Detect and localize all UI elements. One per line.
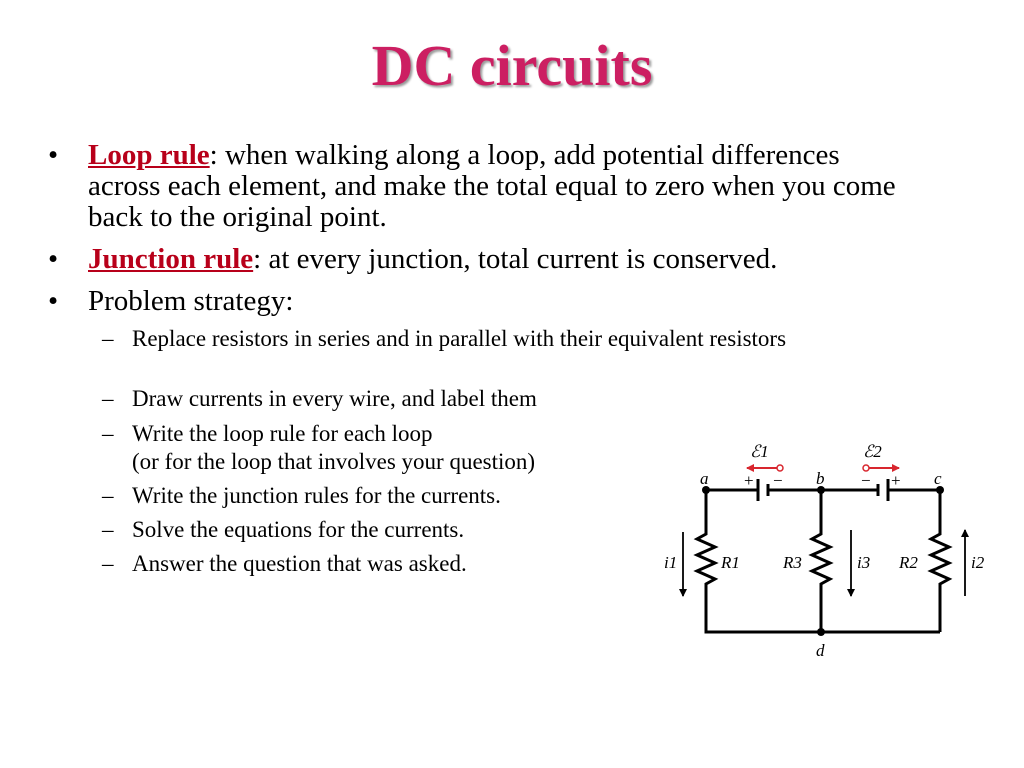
strategy-text: Answer the question that was asked.: [132, 551, 467, 576]
loop-rule-term: Loop rule: [88, 139, 210, 171]
i2-label: i2: [971, 553, 985, 572]
strategy-text: Replace resistors in series and in parallel with their equivalent resistors: [132, 326, 787, 351]
strategy-text: (or for the loop that involves your question): [132, 449, 536, 474]
battery1-minus-label: −: [773, 471, 783, 490]
node-a-label: a: [700, 469, 709, 488]
battery1-plus-label: +: [744, 471, 754, 490]
emf1-label: ℰ1: [750, 442, 769, 461]
resistor-r3-branch: [812, 490, 830, 632]
strategy-text: Write the junction rules for the currents.: [132, 483, 501, 508]
dash: –: [102, 483, 114, 508]
bullet-text: Problem strategy:: [88, 285, 294, 317]
slide-title: DC circuits: [371, 33, 653, 98]
battery2-plus-label: +: [891, 471, 901, 490]
resistor-r2-branch: [931, 490, 949, 632]
i3-label: i3: [857, 553, 871, 572]
node-d-dot: [817, 628, 825, 636]
bullet-dot: •: [48, 139, 59, 171]
i1-label: i1: [664, 553, 678, 572]
node-b-label: b: [816, 469, 825, 488]
node-c-label: c: [934, 469, 942, 488]
loop-rule-description: : when walking along a loop, add potential differences across each element, and make the total equal to zero when you come back to the original point.: [88, 139, 896, 233]
dash: –: [102, 517, 114, 542]
emf2-label: ℰ2: [863, 442, 882, 461]
dash: –: [102, 386, 114, 411]
bullet-dot: •: [48, 285, 59, 317]
dash: –: [102, 551, 114, 576]
junction-rule-description: : at every junction, total current is conserved.: [253, 243, 778, 275]
bullet-dot: •: [48, 243, 59, 275]
bullet-text: [88, 244, 908, 275]
dash: –: [102, 326, 114, 351]
strategy-text: Write the loop rule for each loop: [132, 421, 433, 446]
dash: –: [102, 421, 114, 446]
strategy-text: Solve the equations for the currents.: [132, 517, 465, 542]
strategy-text: Draw currents in every wire, and label them: [132, 386, 537, 411]
r2-label: R2: [899, 553, 918, 572]
bullet-text: [88, 140, 908, 233]
battery2-minus-label: −: [861, 471, 871, 490]
r3-label: R3: [783, 553, 802, 572]
circuit-diagram: [650, 430, 1010, 670]
node-d-label: d: [816, 641, 825, 660]
junction-rule-term: Junction rule: [88, 243, 254, 275]
r1-label: R1: [721, 553, 740, 572]
